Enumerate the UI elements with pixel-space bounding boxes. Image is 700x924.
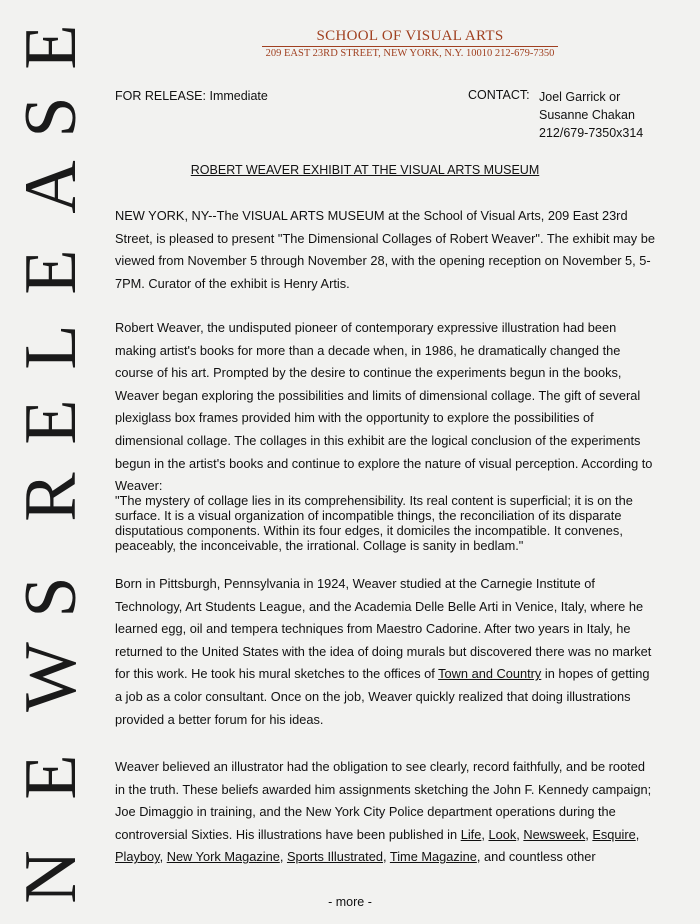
banner-letter: E <box>10 399 92 445</box>
separator: , <box>585 826 593 842</box>
contact-line: 212/679-7350x314 <box>539 126 644 140</box>
text-span: , and countless other <box>476 849 596 865</box>
contact-label: CONTACT: <box>468 88 530 102</box>
letterhead <box>260 28 560 60</box>
text-span: in hopes of getting a job as a color consultant. Once on the job, Weaver quickly realized that doing illustrations provided a better forum for his ideas. <box>115 666 650 727</box>
separator: , <box>382 849 390 865</box>
banner-letter: N <box>10 850 92 904</box>
contact-info <box>539 88 643 142</box>
separator: , <box>279 849 287 865</box>
contact-line: Susanne Chakan <box>539 108 635 122</box>
banner-letter: E <box>10 754 92 800</box>
text-span: Weaver believed an illustrator had the obligation to see clearly, record faithfully, and be rooted in the truth. These beliefs awarded him assignments sketching the John F. Kennedy campaign; Joe Dimaggio in training, and the New York City Police department operations during the controversial Sixties. His illustrations have been published in <box>115 759 652 842</box>
paragraph-intro: NEW YORK, NY--The VISUAL ARTS MUSEUM at the School of Visual Arts, 209 East 23rd Street, is pleased to present "The Dimensional Collages of Robert Weaver". The exhibit may be viewed from November 5 through November 28, with the opening reception on November 5, 5-7PM. Curator of the exhibit is Henry Artis. <box>115 208 655 291</box>
separator: , <box>516 826 524 842</box>
release-line: FOR RELEASE: Immediate <box>115 89 268 103</box>
text-span: Born in Pittsburgh, Pennsylvania in 1924, Weaver studied at the Carnegie Institute of Technology, Art Students League, and the Academia Delle Belle Arti in Venice, Italy, where he learned egg, oil and tempera techniques from Maestro Cadorine. After two years in Italy, he returned to the United States with the idea of doing murals but discovered there was no market for this work. He took his mural sketches to the offices of <box>115 576 652 682</box>
publication-playboy: Playboy <box>115 849 160 865</box>
paragraph-biography <box>115 573 655 731</box>
separator: , <box>635 826 640 842</box>
paragraph-background: Robert Weaver, the undisputed pioneer of contemporary expressive illustration had been making artist's books for more than a decade when, in 1986, he dramatically changed the course of his art. Prompted by the desire to continue the experiments begun in the books, Weaver began exploring the possibilities and limits of dimensional collage. The gift of several plexiglass box frames provided him with the opportunity to explore the possibilities of dimensional collage. The collages in this exhibit are the logical conclusion of the experiments begun in the artist's books and continue to explore the nature of visual perception. According to Weaver: <box>115 320 653 494</box>
separator: , <box>481 826 489 842</box>
publication-newsweek: Newsweek <box>523 826 586 842</box>
paragraph-beliefs <box>115 756 655 869</box>
letterhead-rule <box>262 46 558 47</box>
banner-letter: A <box>10 160 92 214</box>
school-address: 209 EAST 23RD STREET, NEW YORK, N.Y. 10010 212-679-7350 <box>265 48 555 59</box>
more-indicator: - more - <box>328 895 372 909</box>
banner-letter: W <box>10 642 92 712</box>
separator: , <box>159 849 167 865</box>
news-release-banner <box>4 0 98 919</box>
banner-letter: R <box>10 472 92 522</box>
headline: ROBERT WEAVER EXHIBIT AT THE VISUAL ARTS MUSEUM <box>190 163 540 177</box>
banner-letter: L <box>10 324 92 370</box>
banner-letter: S <box>10 96 92 138</box>
weaver-quote: "The mystery of collage lies in its comprehensibility. Its real content is superficial; it is on the surface. It is a visual organization of incompatible things, the reconciliation of its disparate disputatious components. Within its four edges, it domiciles the incompatible. It convenes, peaceably, the inconceivable, the irrational. Collage is sanity in bedlam." <box>115 493 633 553</box>
banner-letter: E <box>10 24 92 70</box>
publication-esquire: Esquire <box>592 826 636 842</box>
publication-new-york-magazine: New York Magazine <box>166 849 280 865</box>
contact-line: Joel Garrick or <box>539 90 621 104</box>
publication-time-magazine: Time Magazine <box>389 849 477 865</box>
publication-look: Look <box>488 826 517 842</box>
publication-town-and-country: Town and Country <box>438 666 542 682</box>
banner-letter: S <box>10 576 92 618</box>
banner-letter: E <box>10 249 92 295</box>
school-name: SCHOOL OF VISUAL ARTS <box>316 28 504 44</box>
publication-life: Life <box>460 826 482 842</box>
publication-sports-illustrated: Sports Illustrated <box>286 849 383 865</box>
